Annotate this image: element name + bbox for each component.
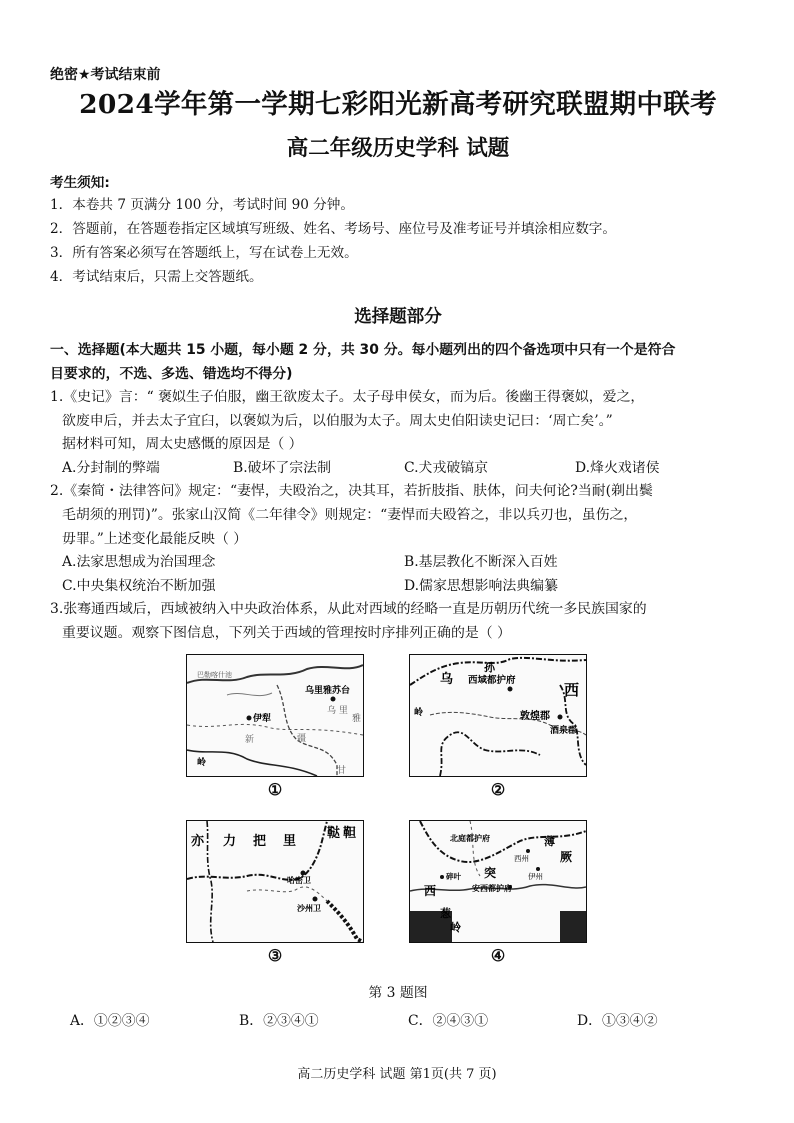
question-3-options xyxy=(50,1009,746,1033)
option-b[interactable]: B．②③④① xyxy=(239,1013,319,1030)
city-marker xyxy=(526,849,530,853)
city-marker xyxy=(313,896,318,901)
notice-item: 1．本卷共 7 页满分 100 分，考试时间 90 分钟。 xyxy=(50,197,354,213)
map-label: 西 xyxy=(564,680,580,699)
map-label: 岭 xyxy=(197,757,207,768)
map-label: 把 xyxy=(253,833,267,849)
option-b[interactable]: B.破坏了宗法制 xyxy=(233,459,331,476)
question-stem: 2.《秦简・法律答问》规定：“妻悍，夫殴治之，决其耳，若折肢指、肤体，问夫何论?当耐(剃出鬓 xyxy=(50,483,653,500)
question-stem: 毛胡须的刑罚)”。张家山汉简《二年律令》则规定：“妻悍而夫殴笞之，非以兵刃也，虽伤之， xyxy=(62,506,638,523)
map-label: 鞑 xyxy=(327,825,341,841)
question-stem: 1.《史记》言：“ 褒姒生子伯服，幽王欲废太子。太子母申侯女，而为后。後幽王得褒姒，爱之， xyxy=(50,389,645,405)
map-image xyxy=(186,654,364,777)
map-label: 里 xyxy=(283,833,297,849)
map-shaded-region xyxy=(560,911,586,942)
map-label: 哈密卫 xyxy=(287,875,311,885)
city-marker xyxy=(247,715,252,720)
exam-title: 2024学年第一学期七彩阳光新高考研究联盟期中联考 xyxy=(79,89,717,120)
city-marker xyxy=(301,870,306,875)
map-label: 酒泉郡 xyxy=(550,725,578,736)
instruction-line: 目要求的，不选、多选、错选均不得分) xyxy=(50,366,293,382)
question-2 xyxy=(50,480,746,551)
confidential-mark: 绝密★考试结束前 xyxy=(50,67,161,83)
map-label: 安西都护府 xyxy=(472,883,512,893)
map-label: 葱 xyxy=(440,906,451,920)
section-instruction xyxy=(50,338,746,386)
city-marker xyxy=(440,875,444,879)
map-label: 乌 里 xyxy=(327,705,348,716)
instruction-line: 一、选择题(本大题共 15 小题，每小题 2 分，共 30 分。每小题列出的四个备选项中只有一个是符合 xyxy=(50,342,676,358)
option-a[interactable]: A.分封制的弊端 xyxy=(62,459,160,476)
map-label: 敦煌郡 xyxy=(520,710,550,722)
option-d[interactable]: D．①③④② xyxy=(577,1013,658,1030)
map-label: 伊犁 xyxy=(253,713,272,724)
map-number: ③ xyxy=(267,945,283,965)
notice-item: 2．答题前，在答题卷指定区域填写班级、姓名、考场号、座位号及准考证号并填涂相应数字。 xyxy=(50,221,616,237)
question-1-options xyxy=(50,457,746,481)
map-label: 岭 xyxy=(414,707,424,718)
map-number: ④ xyxy=(490,945,506,965)
map-label: 西域都护府 xyxy=(468,674,516,686)
map-label: 孙 xyxy=(484,660,495,674)
option-d[interactable]: D.儒家思想影响法典编纂 xyxy=(404,577,558,594)
map-label: 力 xyxy=(223,833,237,849)
option-a[interactable]: A.法家思想成为治国理念 xyxy=(62,554,216,571)
option-c[interactable]: C.犬戎破镐京 xyxy=(404,459,489,476)
question-stem: 毋罪。”上述变化最能反映（ ） xyxy=(62,530,248,547)
question-2-options-row xyxy=(50,575,746,599)
notice-item: 3．所有答案必须写在答题纸上，写在试卷上无效。 xyxy=(50,245,358,261)
map-1 xyxy=(186,654,364,803)
option-c[interactable]: C.中央集权统治不断加强 xyxy=(62,577,216,594)
question-stem: 3.张骞通西域后，西域被纳入中央政治体系，从此对西域的经略一直是历朝历代统一多民族国家的 xyxy=(50,601,647,618)
map-label: 甘 xyxy=(337,765,347,776)
question-3 xyxy=(50,598,746,645)
map-label: 北庭都护府 xyxy=(450,833,490,843)
city-marker xyxy=(331,696,336,701)
map-label: 亦 xyxy=(191,833,205,849)
question-1 xyxy=(50,386,746,457)
map-number: ① xyxy=(267,779,283,799)
map-label: 西 xyxy=(424,883,437,898)
map-label: 沙州卫 xyxy=(297,903,321,913)
map-label: 伊州 xyxy=(528,871,543,881)
map-image xyxy=(186,820,364,943)
question-stem: 欲废申后，并去太子宜臼，以褒姒为后，以伯服为太子。周太史伯阳读史记曰：‘周亡矣’。” xyxy=(62,412,613,429)
question-stem: 据材料可知，周太史感慨的原因是（ ） xyxy=(62,436,303,453)
figure-caption: 第 3 题图 xyxy=(368,984,428,1001)
notice-heading: 考生须知: xyxy=(50,175,110,191)
map-2 xyxy=(409,654,587,803)
map-label: 巴勒喀什池 xyxy=(197,670,232,679)
map-label: 碎叶 xyxy=(446,871,461,881)
map-label: 疆 xyxy=(297,733,307,744)
question-stem: 重要议题。观察下图信息，下列关于西域的管理按时序排列正确的是（ ） xyxy=(62,624,511,641)
map-image xyxy=(409,654,587,777)
map-label: 雅 xyxy=(352,713,362,724)
map-image xyxy=(409,820,587,943)
map-label: 薄 xyxy=(544,834,555,848)
notice-item: 4．考试结束后，只需上交答题纸。 xyxy=(50,269,263,285)
map-label: 靼 xyxy=(343,825,357,841)
option-b[interactable]: B.基层教化不断深入百姓 xyxy=(404,554,558,571)
city-marker xyxy=(536,867,540,871)
option-c[interactable]: C．②④③① xyxy=(408,1013,489,1030)
map-label: 乌 xyxy=(440,671,454,687)
map-3 xyxy=(186,820,364,969)
map-4 xyxy=(409,820,587,969)
map-label: 岭 xyxy=(450,920,461,934)
page-footer: 高二历史学科 试题 第1页(共 7 页) xyxy=(297,1067,497,1082)
exam-subtitle: 高二年级历史学科 试题 xyxy=(286,136,510,161)
section-title: 选择题部分 xyxy=(354,307,442,327)
question-2-options-row xyxy=(50,551,746,575)
city-marker xyxy=(508,686,513,691)
option-a[interactable]: A．①②③④ xyxy=(70,1013,150,1030)
map-number: ② xyxy=(490,779,506,799)
map-label: 西州 xyxy=(514,853,529,863)
question-3-maps xyxy=(50,654,746,984)
option-d[interactable]: D.烽火戏诸侯 xyxy=(575,459,660,476)
map-label: 突 xyxy=(484,865,497,880)
map-label: 新 xyxy=(245,734,255,745)
map-label: 厥 xyxy=(560,849,573,864)
city-marker xyxy=(558,714,563,719)
map-label: 乌里雅苏台 xyxy=(305,685,351,696)
